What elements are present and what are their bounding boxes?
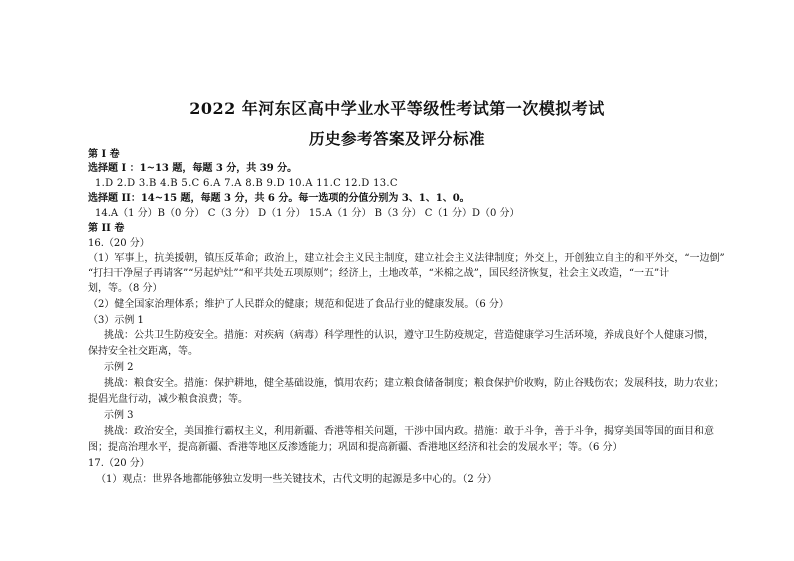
- example1-line1: 挑战：公共卫生防疫安全。措施：对疾病（病毒）科学理性的认识，遵守卫生防疫规定，营造健康学习生活环境，养成良好个人健康习惯，: [104, 330, 714, 341]
- example2-line2: 提倡光盘行动，减少粮食浪费；等。: [88, 394, 248, 405]
- selection2-heading: 选择题 II：14~15 题，每题 3 分，共 6 分。每一选项的分值分别为 3、1、1、0。: [88, 193, 470, 204]
- example2-heading: 示例 2: [104, 362, 134, 373]
- q17-part1: （1）观点：世界各地都能够独立发明一些关键技术，古代文明的起源是多中心的。（2 分）: [96, 474, 497, 485]
- part1-heading: 第 I 卷: [88, 149, 120, 160]
- q17-heading: 17.（20 分）: [88, 458, 150, 469]
- example3-line1: 挑战：政治安全，美国推行霸权主义，利用新疆、香港等相关问题，干涉中国内政。措施：敢于斗争，善于斗争，揭穿美国等国的面目和意: [104, 426, 714, 437]
- exam-title: 2022 年河东区高中学业水平等级性考试第一次模拟考试: [189, 99, 605, 118]
- selection1-heading: 选择题 I ：1~13 题，每题 3 分，共 39 分。: [88, 163, 298, 174]
- q16-part1-line2: “打扫干净屋子再请客”“另起炉灶”“和平共处五项原则”；经济上，土地改革，“米棉之战”，国民经济恢复，社会主义改造，“一五”计: [88, 268, 670, 279]
- q16-heading: 16.（20 分）: [88, 238, 150, 249]
- example3-heading: 示例 3: [104, 410, 134, 421]
- selection2-answers: 14.A（1 分）B（0 分） C（3 分） D（1 分） 15.A（1 分） B（3 分） C（1 分）D（0 分）: [95, 208, 520, 219]
- selection1-answers: 1.D 2.D 3.B 4.B 5.C 6.A 7.A 8.B 9.D 10.A 11.C 12.D 13.C: [95, 178, 398, 189]
- q16-part3-heading: （3）示例 1: [88, 315, 144, 326]
- q16-part2: （2）健全国家治理体系；维护了人民群众的健康；规范和促进了食品行业的健康发展。（6 分）: [88, 299, 509, 310]
- example3-line2: 图；提高治理水平，提高新疆、香港等地区反渗透能力；巩固和提高新疆、香港地区经济和社会的发展水平；等。（6 分）: [88, 442, 623, 453]
- q16-part1-line3: 划，等。（8 分）: [88, 283, 163, 294]
- exam-subtitle: 历史参考答案及评分标准: [308, 129, 485, 148]
- part2-heading: 第 II 卷: [88, 223, 125, 234]
- example1-line2: 保持安全社交距离，等。: [88, 346, 198, 357]
- q16-part1-line1: （1）军事上，抗美援朝，镇压反革命；政治上，建立社会主义民主制度，建立社会主义法律制度；外交上，开创独立自主的和平外交，“一边倒”: [88, 253, 725, 264]
- example2-line1: 挑战：粮食安全。措施：保护耕地，健全基础设施，慎用农药；建立粮食储备制度；粮食保护价收购，防止谷贱伤农；发展科技，助力农业；: [104, 378, 724, 389]
